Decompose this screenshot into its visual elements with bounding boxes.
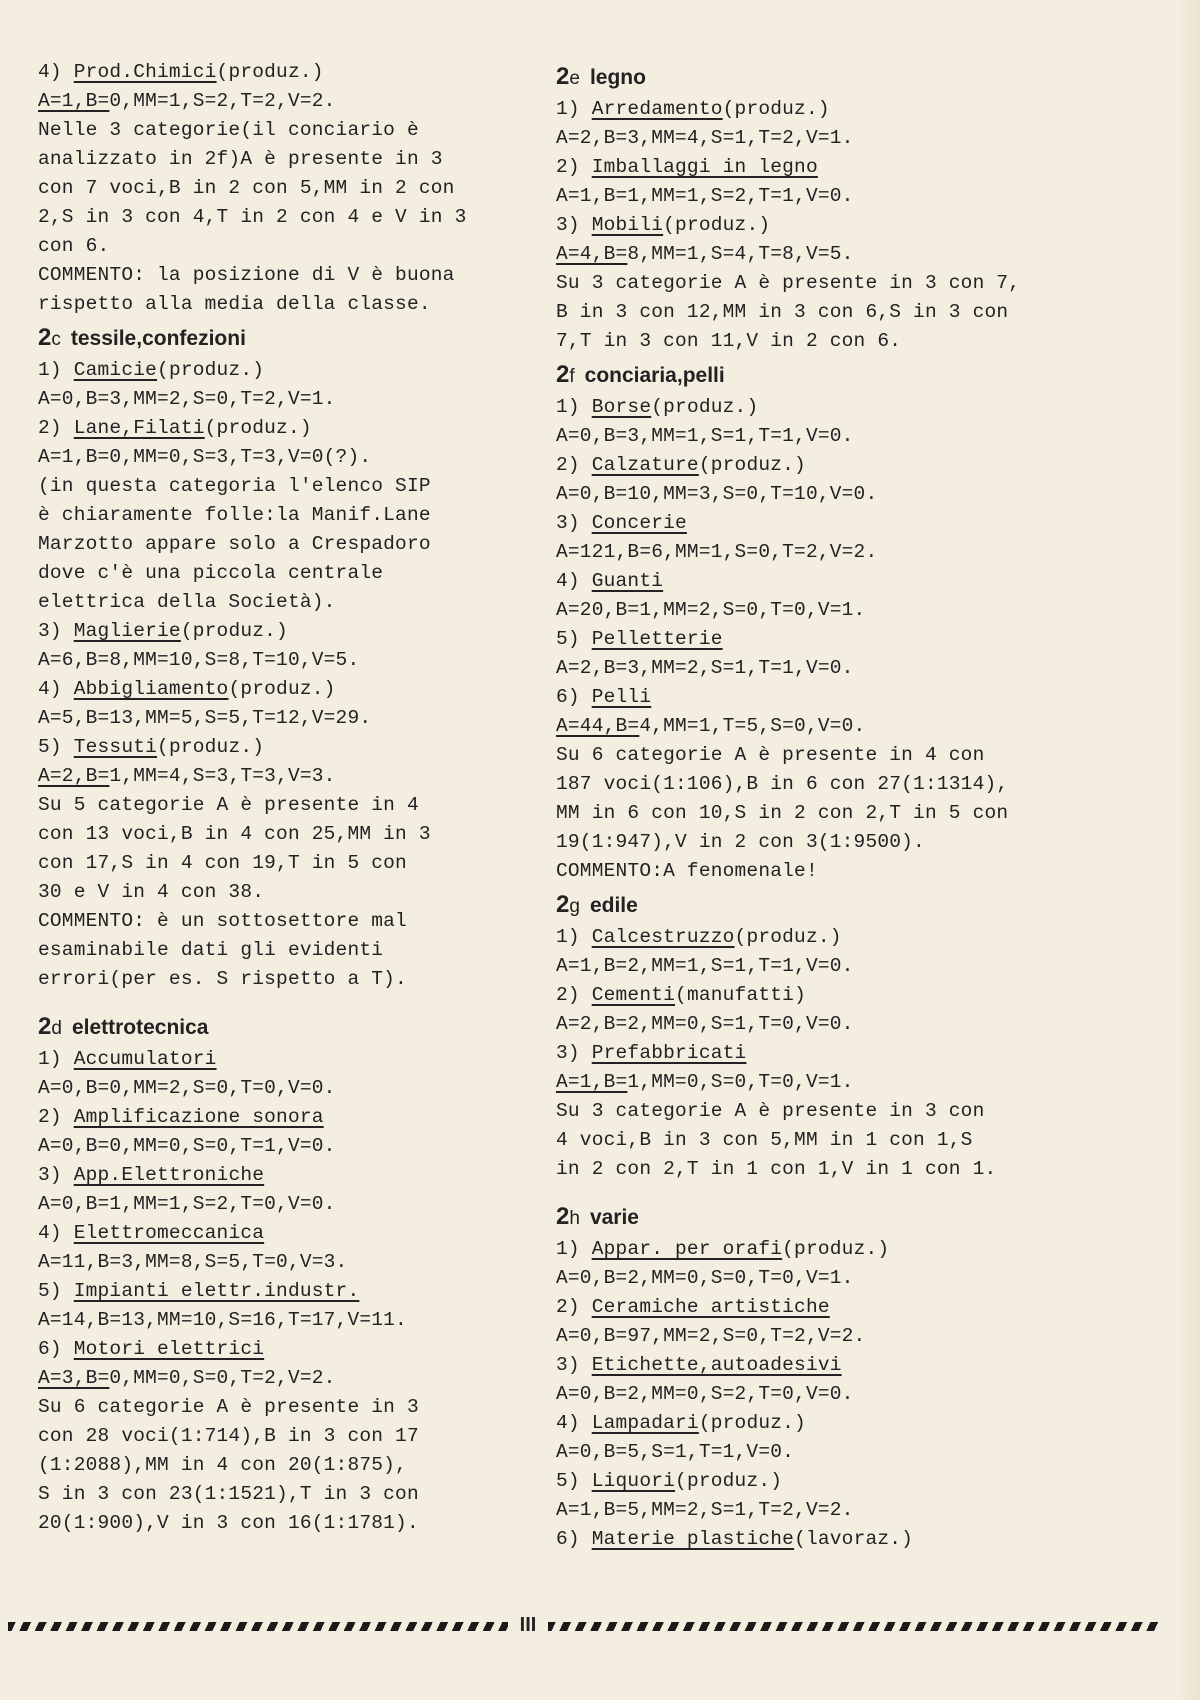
text-line bbox=[556, 480, 1076, 509]
line-text: 4) bbox=[556, 570, 592, 592]
line-text: (in questa categoria l'elenco SIP bbox=[38, 475, 431, 497]
underlined-text: Guanti bbox=[591, 570, 664, 592]
text-line bbox=[38, 1132, 538, 1161]
line-text-rest: (produz.) bbox=[663, 214, 771, 236]
line-text-rest: (produz.) bbox=[157, 359, 265, 381]
underlined-text: Calzature bbox=[591, 454, 699, 476]
text-line bbox=[556, 923, 1076, 952]
line-text: con 28 voci(1:714),B in 3 con 17 bbox=[38, 1425, 419, 1447]
line-text: 3) bbox=[38, 1164, 74, 1186]
underlined-text: A=2,B= bbox=[38, 765, 110, 787]
line-text: con 7 voci,B in 2 con 5,MM in 2 con bbox=[38, 177, 455, 199]
line-text: 5) bbox=[556, 1470, 592, 1492]
text-line bbox=[38, 1074, 538, 1103]
line-text: A=2,B=2,MM=0,S=1,T=0,V=0. bbox=[556, 1013, 854, 1035]
text-line bbox=[38, 356, 538, 385]
line-text: 20(1:900),V in 3 con 16(1:1781). bbox=[38, 1512, 419, 1534]
text-line bbox=[38, 1422, 538, 1451]
text-line bbox=[38, 1451, 538, 1480]
text-line bbox=[556, 269, 1076, 298]
line-text: A=1,B=2,MM=1,S=1,T=1,V=0. bbox=[556, 955, 854, 977]
left-column bbox=[38, 58, 538, 1538]
page-number: III bbox=[519, 1614, 537, 1636]
text-line bbox=[38, 1219, 538, 1248]
line-text: A=0,B=3,MM=1,S=1,T=1,V=0. bbox=[556, 425, 854, 447]
underlined-text: Prod.Chimici bbox=[73, 61, 217, 83]
underlined-text: Calcestruzzo bbox=[591, 926, 735, 948]
line-text: in 2 con 2,T in 1 con 1,V in 1 con 1. bbox=[556, 1158, 997, 1180]
text-line bbox=[556, 211, 1076, 240]
underlined-text: A=4,B= bbox=[556, 243, 628, 265]
line-text: A=20,B=1,MM=2,S=0,T=0,V=1. bbox=[556, 599, 866, 621]
underlined-text: A=1,B= bbox=[38, 90, 110, 112]
line-text: errori(per es. S rispetto a T). bbox=[38, 968, 407, 990]
section-code: 2 bbox=[38, 1013, 52, 1040]
line-text: A=2,B=3,MM=4,S=1,T=2,V=1. bbox=[556, 127, 854, 149]
line-text: 7,T in 3 con 11,V in 2 con 6. bbox=[556, 330, 902, 352]
line-text: 3) bbox=[556, 512, 592, 534]
line-text-rest: (produz.) bbox=[157, 736, 265, 758]
line-text-rest: 1,MM=0,S=0,T=0,V=1. bbox=[627, 1071, 854, 1093]
line-text: A=0,B=3,MM=2,S=0,T=2,V=1. bbox=[38, 388, 336, 410]
line-text: MM in 6 con 10,S in 2 con 2,T in 5 con bbox=[556, 802, 1009, 824]
text-line bbox=[38, 733, 538, 762]
line-text: 2) bbox=[556, 1296, 592, 1318]
underlined-text: Materie plastiche bbox=[591, 1528, 795, 1550]
line-text: 2,S in 3 con 4,T in 2 con 4 e V in 3 bbox=[38, 206, 467, 228]
text-line bbox=[38, 1190, 538, 1219]
text-line bbox=[38, 530, 538, 559]
line-text: 6) bbox=[556, 1528, 592, 1550]
underlined-text: Mobili bbox=[591, 214, 664, 236]
line-text: rispetto alla media della classe. bbox=[38, 293, 431, 315]
text-line bbox=[556, 770, 1076, 799]
line-text: 1) bbox=[556, 98, 592, 120]
text-line bbox=[556, 538, 1076, 567]
underlined-text: A=1,B= bbox=[556, 1071, 628, 1093]
line-text: 3) bbox=[556, 1042, 592, 1064]
underlined-text: Concerie bbox=[591, 512, 687, 534]
text-line bbox=[38, 58, 538, 87]
text-line bbox=[556, 799, 1076, 828]
line-text-rest: (produz.) bbox=[216, 61, 324, 83]
section-title: legno bbox=[589, 66, 646, 89]
section-letter: d bbox=[51, 1018, 62, 1039]
line-text: Su 3 categorie A è presente in 3 con bbox=[556, 1100, 985, 1122]
line-text: 1) bbox=[556, 926, 592, 948]
text-line bbox=[556, 683, 1076, 712]
line-text: A=0,B=0,MM=0,S=0,T=1,V=0. bbox=[38, 1135, 336, 1157]
line-text-rest: (produz.) bbox=[722, 98, 830, 120]
text-line bbox=[556, 741, 1076, 770]
line-text: Su 6 categorie A è presente in 3 bbox=[38, 1396, 419, 1418]
text-line bbox=[556, 124, 1076, 153]
text-line bbox=[556, 509, 1076, 538]
text-line bbox=[38, 174, 538, 203]
section-heading bbox=[556, 1200, 1076, 1235]
section-code: 2 bbox=[556, 891, 570, 918]
text-line bbox=[556, 828, 1076, 857]
line-text: è chiaramente folle:la Manif.Lane bbox=[38, 504, 431, 526]
line-text: A=0,B=0,MM=2,S=0,T=0,V=0. bbox=[38, 1077, 336, 1099]
line-text: 4) bbox=[38, 1222, 74, 1244]
text-line bbox=[556, 857, 1076, 886]
text-line bbox=[38, 290, 538, 319]
text-line bbox=[38, 443, 538, 472]
section-letter: h bbox=[569, 1208, 580, 1229]
text-line bbox=[556, 1010, 1076, 1039]
underlined-text: Motori elettrici bbox=[73, 1338, 265, 1360]
line-text: 5) bbox=[38, 1280, 74, 1302]
line-text: A=1,B=1,MM=1,S=2,T=1,V=0. bbox=[556, 185, 854, 207]
text-line bbox=[38, 559, 538, 588]
text-line bbox=[38, 704, 538, 733]
text-line bbox=[38, 1335, 538, 1364]
text-line bbox=[556, 182, 1076, 211]
text-line bbox=[38, 936, 538, 965]
line-text: esaminabile dati gli evidenti bbox=[38, 939, 384, 961]
text-line bbox=[38, 116, 538, 145]
line-text: 4) bbox=[38, 61, 74, 83]
text-line bbox=[556, 1525, 1076, 1554]
text-line bbox=[556, 654, 1076, 683]
line-text: COMMENTO:A fenomenale! bbox=[556, 860, 818, 882]
line-text: dove c'è una piccola centrale bbox=[38, 562, 384, 584]
text-line bbox=[556, 1126, 1076, 1155]
line-text: 3) bbox=[38, 620, 74, 642]
text-line bbox=[556, 1467, 1076, 1496]
line-text-rest: 4,MM=1,T=5,S=0,V=0. bbox=[639, 715, 866, 737]
right-column bbox=[556, 58, 1076, 1554]
underlined-text: Etichette,autoadesivi bbox=[591, 1354, 842, 1376]
spacer bbox=[556, 1184, 1076, 1198]
line-text: A=2,B=3,MM=2,S=1,T=1,V=0. bbox=[556, 657, 854, 679]
text-line bbox=[556, 1293, 1076, 1322]
section-letter: f bbox=[569, 366, 575, 387]
text-line bbox=[556, 327, 1076, 356]
line-text: elettrica della Società). bbox=[38, 591, 336, 613]
underlined-text: App.Elettroniche bbox=[73, 1164, 265, 1186]
section-heading bbox=[556, 358, 1076, 393]
line-text: 2) bbox=[38, 417, 74, 439]
text-line bbox=[38, 1509, 538, 1538]
text-line bbox=[38, 588, 538, 617]
line-text: 4) bbox=[38, 678, 74, 700]
line-text-rest: 0,MM=1,S=2,T=2,V=2. bbox=[109, 90, 336, 112]
line-text: A=0,B=2,MM=0,S=2,T=0,V=0. bbox=[556, 1383, 854, 1405]
underlined-text: Pelletterie bbox=[591, 628, 723, 650]
text-line bbox=[38, 1248, 538, 1277]
footer-dash-rule-right bbox=[548, 1622, 1158, 1631]
section-letter: g bbox=[569, 896, 580, 917]
section-heading bbox=[556, 60, 1076, 95]
line-text: A=0,B=97,MM=2,S=0,T=2,V=2. bbox=[556, 1325, 866, 1347]
line-text: A=11,B=3,MM=8,S=5,T=0,V=3. bbox=[38, 1251, 348, 1273]
text-line bbox=[38, 1480, 538, 1509]
line-text: A=121,B=6,MM=1,S=0,T=2,V=2. bbox=[556, 541, 878, 563]
line-text: COMMENTO: è un sottosettore mal bbox=[38, 910, 407, 932]
text-line bbox=[38, 1161, 538, 1190]
line-text: Su 3 categorie A è presente in 3 con 7, bbox=[556, 272, 1021, 294]
text-line bbox=[556, 1039, 1076, 1068]
line-text: 3) bbox=[556, 214, 592, 236]
text-line bbox=[38, 385, 538, 414]
text-line bbox=[38, 1277, 538, 1306]
line-text: 30 e V in 4 con 38. bbox=[38, 881, 265, 903]
line-text: B in 3 con 12,MM in 3 con 6,S in 3 con bbox=[556, 301, 1009, 323]
line-text: 6) bbox=[38, 1338, 74, 1360]
line-text: Su 6 categorie A è presente in 4 con bbox=[556, 744, 985, 766]
line-text-rest: (produz.) bbox=[675, 1470, 783, 1492]
line-text: analizzato in 2f)A è presente in 3 bbox=[38, 148, 443, 170]
text-line bbox=[556, 981, 1076, 1010]
line-text-rest: 1,MM=4,S=3,T=3,V=3. bbox=[109, 765, 336, 787]
line-text: 1) bbox=[556, 1238, 592, 1260]
underlined-text: Liquori bbox=[591, 1470, 676, 1492]
line-text: A=0,B=5,S=1,T=1,V=0. bbox=[556, 1441, 795, 1463]
underlined-text: Lampadari bbox=[591, 1412, 699, 1434]
line-text: A=5,B=13,MM=5,S=5,T=12,V=29. bbox=[38, 707, 372, 729]
line-text: A=1,B=0,MM=0,S=3,T=3,V=0(?). bbox=[38, 446, 372, 468]
section-code: 2 bbox=[556, 361, 570, 388]
text-line bbox=[38, 762, 538, 791]
underlined-text: A=3,B= bbox=[38, 1367, 110, 1389]
line-text: 2) bbox=[556, 156, 592, 178]
line-text: Marzotto appare solo a Crespadoro bbox=[38, 533, 431, 555]
text-line bbox=[556, 1235, 1076, 1264]
text-line bbox=[38, 1393, 538, 1422]
underlined-text: Elettromeccanica bbox=[73, 1222, 265, 1244]
line-text: 5) bbox=[38, 736, 74, 758]
underlined-text: Borse bbox=[591, 396, 652, 418]
line-text-rest: (produz.) bbox=[180, 620, 288, 642]
section-heading bbox=[38, 1010, 538, 1045]
line-text: A=0,B=2,MM=0,S=0,T=0,V=1. bbox=[556, 1267, 854, 1289]
page-edge bbox=[1178, 0, 1200, 1700]
line-text-rest: (produz.) bbox=[734, 926, 842, 948]
line-text: con 13 voci,B in 4 con 25,MM in 3 bbox=[38, 823, 431, 845]
line-text: S in 3 con 23(1:1521),T in 3 con bbox=[38, 1483, 419, 1505]
text-line bbox=[38, 145, 538, 174]
line-text: A=6,B=8,MM=10,S=8,T=10,V=5. bbox=[38, 649, 360, 671]
section-letter: c bbox=[51, 329, 61, 350]
text-line bbox=[38, 1364, 538, 1393]
line-text: con 6. bbox=[38, 235, 110, 257]
underlined-text: Lane,Filati bbox=[73, 417, 205, 439]
line-text: 5) bbox=[556, 628, 592, 650]
underlined-text: Arredamento bbox=[591, 98, 723, 120]
section-code: 2 bbox=[556, 63, 570, 90]
section-title: conciaria,pelli bbox=[584, 364, 725, 387]
text-line bbox=[556, 596, 1076, 625]
underlined-text: Abbigliamento bbox=[73, 678, 229, 700]
underlined-text: Cementi bbox=[591, 984, 676, 1006]
section-title: varie bbox=[589, 1206, 639, 1229]
line-text: Su 5 categorie A è presente in 4 bbox=[38, 794, 419, 816]
text-line bbox=[38, 232, 538, 261]
line-text: 2) bbox=[556, 454, 592, 476]
underlined-text: Amplificazione sonora bbox=[73, 1106, 324, 1128]
section-letter: e bbox=[569, 68, 580, 89]
line-text-rest: 8,MM=1,S=4,T=8,V=5. bbox=[627, 243, 854, 265]
text-line bbox=[556, 712, 1076, 741]
text-line bbox=[38, 965, 538, 994]
line-text-rest: (lavoraz.) bbox=[794, 1528, 914, 1550]
underlined-text: Imballaggi in legno bbox=[591, 156, 818, 178]
text-line bbox=[556, 393, 1076, 422]
text-line bbox=[38, 820, 538, 849]
text-line bbox=[556, 1351, 1076, 1380]
text-line bbox=[38, 849, 538, 878]
section-title: edile bbox=[589, 894, 638, 917]
line-text: A=1,B=5,MM=2,S=1,T=2,V=2. bbox=[556, 1499, 854, 1521]
text-line bbox=[38, 1103, 538, 1132]
text-line bbox=[38, 617, 538, 646]
line-text: A=0,B=10,MM=3,S=0,T=10,V=0. bbox=[556, 483, 878, 505]
line-text: Nelle 3 categorie(il conciario è bbox=[38, 119, 419, 141]
text-line bbox=[556, 1496, 1076, 1525]
text-line bbox=[38, 261, 538, 290]
text-line bbox=[556, 1438, 1076, 1467]
line-text: 4 voci,B in 3 con 5,MM in 1 con 1,S bbox=[556, 1129, 973, 1151]
text-line bbox=[556, 298, 1076, 327]
line-text-rest: (manufatti) bbox=[675, 984, 806, 1006]
line-text: 1) bbox=[38, 1048, 74, 1070]
text-line bbox=[38, 1045, 538, 1074]
text-line bbox=[556, 1380, 1076, 1409]
text-line bbox=[556, 1097, 1076, 1126]
line-text: 3) bbox=[556, 1354, 592, 1376]
line-text: (1:2088),MM in 4 con 20(1:875), bbox=[38, 1454, 407, 1476]
section-heading bbox=[556, 888, 1076, 923]
line-text-rest: (produz.) bbox=[228, 678, 336, 700]
text-line bbox=[38, 501, 538, 530]
text-line bbox=[556, 1409, 1076, 1438]
line-text-rest: (produz.) bbox=[698, 454, 806, 476]
text-line bbox=[38, 87, 538, 116]
text-line bbox=[38, 907, 538, 936]
text-line bbox=[38, 1306, 538, 1335]
line-text: con 17,S in 4 con 19,T in 5 con bbox=[38, 852, 407, 874]
text-line bbox=[38, 791, 538, 820]
underlined-text: Pelli bbox=[591, 686, 652, 708]
underlined-text: Appar. per orafi bbox=[591, 1238, 783, 1260]
line-text: 2) bbox=[556, 984, 592, 1006]
underlined-text: Maglierie bbox=[73, 620, 181, 642]
text-line bbox=[556, 625, 1076, 654]
underlined-text: Camicie bbox=[73, 359, 158, 381]
text-line bbox=[556, 422, 1076, 451]
text-line bbox=[556, 451, 1076, 480]
text-line bbox=[38, 646, 538, 675]
section-code: 2 bbox=[38, 324, 52, 351]
text-line bbox=[556, 1264, 1076, 1293]
text-line bbox=[38, 203, 538, 232]
text-line bbox=[38, 675, 538, 704]
underlined-text: A=44,B= bbox=[556, 715, 640, 737]
footer-dash-rule-left bbox=[8, 1622, 508, 1631]
line-text: 4) bbox=[556, 1412, 592, 1434]
text-line bbox=[38, 878, 538, 907]
line-text: 1) bbox=[38, 359, 74, 381]
line-text-rest: (produz.) bbox=[782, 1238, 890, 1260]
text-line bbox=[38, 472, 538, 501]
line-text: 19(1:947),V in 2 con 3(1:9500). bbox=[556, 831, 925, 853]
underlined-text: Prefabbricati bbox=[591, 1042, 747, 1064]
section-title: elettrotecnica bbox=[71, 1016, 209, 1039]
underlined-text: Ceramiche artistiche bbox=[591, 1296, 830, 1318]
text-line bbox=[556, 240, 1076, 269]
text-line bbox=[556, 153, 1076, 182]
line-text-rest: 0,MM=0,S=0,T=2,V=2. bbox=[109, 1367, 336, 1389]
underlined-text: Tessuti bbox=[73, 736, 158, 758]
underlined-text: Impianti elettr.industr. bbox=[73, 1280, 360, 1302]
line-text-rest: (produz.) bbox=[651, 396, 759, 418]
line-text: COMMENTO: la posizione di V è buona bbox=[38, 264, 455, 286]
line-text: A=14,B=13,MM=10,S=16,T=17,V=11. bbox=[38, 1309, 407, 1331]
text-line bbox=[556, 95, 1076, 124]
text-line bbox=[556, 1068, 1076, 1097]
text-line bbox=[556, 1322, 1076, 1351]
page-footer bbox=[0, 1612, 1160, 1640]
text-line bbox=[38, 414, 538, 443]
line-text-rest: (produz.) bbox=[698, 1412, 806, 1434]
line-text: 1) bbox=[556, 396, 592, 418]
line-text: A=0,B=1,MM=1,S=2,T=0,V=0. bbox=[38, 1193, 336, 1215]
text-line bbox=[556, 567, 1076, 596]
line-text: 2) bbox=[38, 1106, 74, 1128]
line-text: 187 voci(1:106),B in 6 con 27(1:1314), bbox=[556, 773, 1009, 795]
section-heading bbox=[38, 321, 538, 356]
underlined-text: Accumulatori bbox=[73, 1048, 217, 1070]
spacer bbox=[38, 994, 538, 1008]
line-text: 6) bbox=[556, 686, 592, 708]
section-title: tessile,confezioni bbox=[70, 327, 246, 350]
section-code: 2 bbox=[556, 1203, 570, 1230]
text-line bbox=[556, 952, 1076, 981]
text-line bbox=[556, 1155, 1076, 1184]
line-text-rest: (produz.) bbox=[204, 417, 312, 439]
